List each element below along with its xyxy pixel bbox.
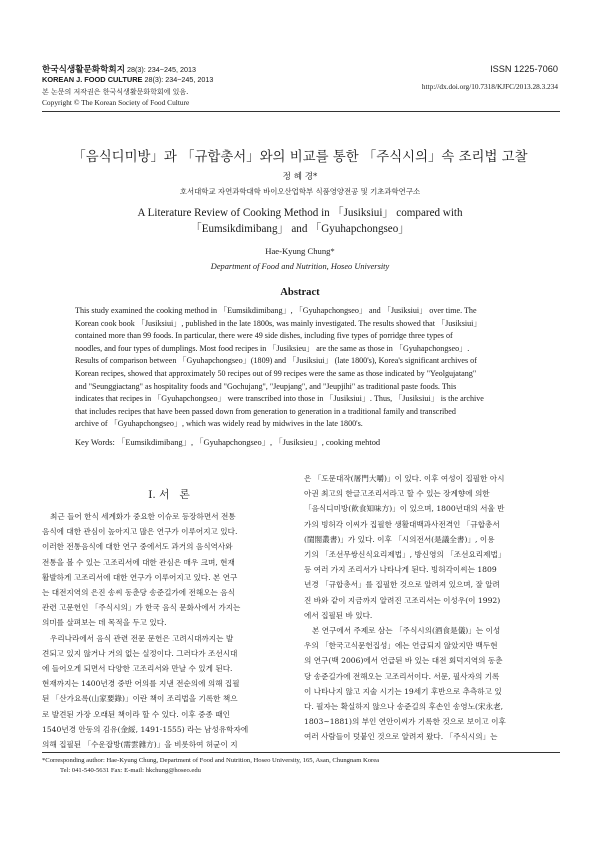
- title-ko: 「음식디미방」과 「규합총서」와의 비교를 통한 「주식시의」속 조리법 고찰: [72, 150, 528, 165]
- journal-ko-line: [42, 64, 196, 75]
- abstract-line: and "Seunggiactang" as hospitality foods and "Gochujang", "Jeupjang", and "Jeupjihi" as traditional paste foods. This: [75, 381, 457, 391]
- paragraph-line: 이러한 전통음식에 대한 연구 중에서도 과거의 음식역사와: [42, 542, 233, 552]
- abstract-line: archive of 「Gyuhapchongseo」, which was widely read by midwives in the late 1800's.: [75, 419, 363, 429]
- footnote: [42, 756, 379, 775]
- paragraph-line: 1540년경 안동의 김유(金綏, 1491-1555) 라는 남성유학자에: [42, 724, 249, 734]
- abstract-body: [75, 305, 545, 431]
- copyright-ko: 본 논문의 저작권은 한국식생활문화학회에 있음.: [42, 88, 189, 96]
- keywords-label: Key Words:: [75, 438, 115, 447]
- abstract-heading: Abstract: [280, 287, 320, 298]
- paragraph-line: 의미를 살펴보는 데 목적을 두고 있다.: [42, 618, 167, 628]
- paragraph-line: 여러 사람들이 덧붙인 것으로 알려져 왔다. 「주식시의」는: [304, 732, 498, 742]
- paragraph-line: 이 나타나지 않고 지술 시기는 19세기 후반으로 추측하고 있: [304, 686, 502, 696]
- author-en: Hae-Kyung Chung*: [265, 246, 335, 256]
- title-en-line-1: A Literature Review of Cooking Method in 「Jusiksiui」 compared with: [137, 207, 463, 219]
- paragraph-line: (閨閤叢書)」가 있다. 이후 「시의전서(是議全書)」, 이용: [304, 534, 495, 544]
- journal-en-volume: 28(3): 234~245, 2013: [144, 75, 214, 84]
- paragraph-line: 관련 고문헌인 「주식시의」가 한국 음식 문화사에서 가지는: [42, 603, 241, 613]
- paragraph-line: 현재까지는 1400년경 중반 어의를 지낸 전순의에 의해 집필: [42, 679, 240, 689]
- section-heading-introduction: Ⅰ. 서 론: [148, 489, 190, 501]
- journal-ko-name: 한국식생활문화학회지: [42, 64, 126, 74]
- keywords-line: [75, 436, 380, 448]
- abstract-line: This study examined the cooking method in 「Eumsikdimibang」, 「Gyuhapchongseo」 and 「Jusiksiui」 over time. The: [75, 306, 477, 315]
- title-en: [0, 205, 600, 237]
- copyright-en: Copyright © The Korean Society of Food Culture: [42, 98, 190, 107]
- keywords-list: 「Eumsikdimibang」, 「Gyuhapchongseo」, 「Jusiksieu」, cooking mehtod: [116, 438, 381, 447]
- abstract-line: Korean cook book 「Jusiksiui」, published in the late 1800s, was mainly investigated. The results showed that 「Jusiksiui」: [75, 318, 482, 328]
- paragraph-line: 전통을 볼 수 있는 고조리서에 대한 관심은 매우 크며, 현재: [42, 557, 235, 567]
- left-column: [42, 509, 298, 752]
- affiliation-ko: 호서대학교 자연과학대학 바이오산업학부 식품영양전공 및 기초과학연구소: [179, 187, 421, 196]
- paragraph-line: 1803~1881)의 부인 연안이씨가 기록한 것으로 보이고 이후: [304, 717, 506, 727]
- journal-ko-volume: 28(3): 234~245, 2013: [127, 65, 196, 74]
- paragraph-line: 기의 「조선무쌍신식요리제법」, 방신영의 「조선요리제법」: [304, 550, 506, 560]
- paragraph-line: 된 「산가요록(山家要錄)」이란 책이 조리법을 기록한 책으: [42, 694, 238, 704]
- journal-en-line: [42, 75, 213, 85]
- paragraph-line: 활발하게 고조리서에 대한 연구가 이루어지고 있다. 본 연구: [42, 572, 238, 582]
- issn: ISSN 1225-7060: [490, 64, 558, 74]
- paragraph-line: 음식에 대한 관심이 높아지고 많은 연구가 이루어지고 있다.: [42, 527, 238, 537]
- abstract-line: Results of comparison between 「Gyuhapchongseo」(1809) and 「Jusiksiui」 (late 1800's), Korea's significant archives of: [75, 356, 477, 366]
- abstract-line: noodles, and four types of dumplings. Most food recipes in 「Jusiksieu」 are the same as those in 「Gyuhapchongseo」.: [75, 343, 470, 353]
- paragraph-line: 「음식디미방(飮食知味方)」이 있으며, 1800년대의 서울 반: [304, 504, 505, 514]
- paragraph-line: 우리나라에서 음식 관련 전문 문헌은 고려시대까지는 발: [50, 633, 234, 643]
- paragraph-line: 본 연구에서 주제로 삼는 「주식시의(酒食是儀)」는 이성: [312, 626, 501, 636]
- paragraph-line: 최근 들어 한식 세계화가 중요한 이슈로 등장하면서 전통: [50, 512, 236, 521]
- footnote-line: Tel: 041-540-5631 Fax: E-mail: hkchung@hoseo.edu: [60, 766, 201, 774]
- paragraph-line: 는 대전지역의 은진 송씨 동춘당 송준길가에 전해오는 음식: [42, 588, 235, 598]
- paragraph-line: 등 여러 가지 조리서가 나타나게 된다. 빙허각이씨는 1809: [304, 565, 497, 575]
- abstract-line: contained more than 99 foods. In particular, there were 49 side dishes, including five types of porridge three types of: [75, 331, 453, 341]
- abstract-line: that includes recipes that have been passed down from generation to generation in a traditional family and transcribed: [75, 406, 456, 416]
- abstract-line: indicates that recipes in 「Gyuhapchongseo」 were transcribed into those in 「Jusiksiui」. Thus, 「Jusiksiui」 is the archive: [75, 394, 484, 404]
- paragraph-line: 가의 빙허각 이씨가 집필한 생활대백과사전격인 「규합총서: [304, 519, 500, 529]
- paragraph-line: 의해 집필된 「수운잡방(需雲雜方)」을 비롯하여 허균이 지: [42, 740, 238, 750]
- right-column: [304, 471, 562, 745]
- paragraph-line: 우의 「한국고식문헌집성」에는 언급되지 않았지만 백두현: [304, 641, 498, 651]
- paragraph-line: 견되고 있지 않거나 거의 없는 실정이다. 그러다가 조선시대: [42, 648, 238, 658]
- footnote-divider: [42, 752, 560, 753]
- paragraph-line: 아권 최고의 한글고조리서라고 할 수 있는 장계향에 의한: [304, 489, 490, 499]
- paragraph-line: 에 들어오게 되면서 다양한 고조리서와 만날 수 있게 된다.: [42, 664, 233, 674]
- paragraph-line: 은 「도문대작(屠門大嚼)」이 있다. 이후 여성이 집필한 아시: [304, 474, 505, 483]
- paragraph-line: 년경 「규합총서」를 집필한 것으로 알려져 있으며, 잘 알려: [304, 580, 500, 590]
- paragraph-line: 당 송준길가에 전해오는 고조리서이다. 서문, 필사자의 기록: [304, 671, 500, 681]
- header-divider: [42, 111, 560, 112]
- paragraph-line: 로 발견된 가장 오래된 책이라 할 수 있다. 이후 중종 때인: [42, 709, 230, 719]
- journal-en-name: KOREAN J. FOOD CULTURE: [42, 75, 143, 84]
- paragraph-line: 다. 필자는 확실하지 않으나 송준길의 후손인 송영노(宋永老,: [304, 702, 504, 712]
- paragraph-line: 의 연구(백 2006)에서 언급된 바 있는 대전 회덕지역의 동춘: [304, 656, 503, 666]
- paragraph-line: 에서 집필된 바 있다.: [304, 610, 373, 620]
- author-ko: 정 혜 경*: [282, 172, 318, 182]
- doi-link[interactable]: http://dx.doi.org/10.7318/KJFC/2013.28.3.234: [421, 82, 558, 91]
- title-en-line-2: 「Eumsikdimibang」 and 「Gyuhapchongseo」: [190, 223, 410, 235]
- paragraph-line: 진 바와 같이 지금까지 알려진 고조리서는 이성우(이 1992): [304, 595, 501, 605]
- affiliation-en: Department of Food and Nutrition, Hoseo University: [210, 262, 390, 271]
- abstract-line: Korean recipes, showed that approximately 50 recipes out of 99 recipes were the same as those indicated by "Yeolgujatang": [75, 368, 477, 378]
- footnote-line: *Corresponding author: Hae-Kyung Chung, Department of Food and Nutrition, Hoseo University, 165, Asan, Chungnam Korea: [42, 757, 380, 764]
